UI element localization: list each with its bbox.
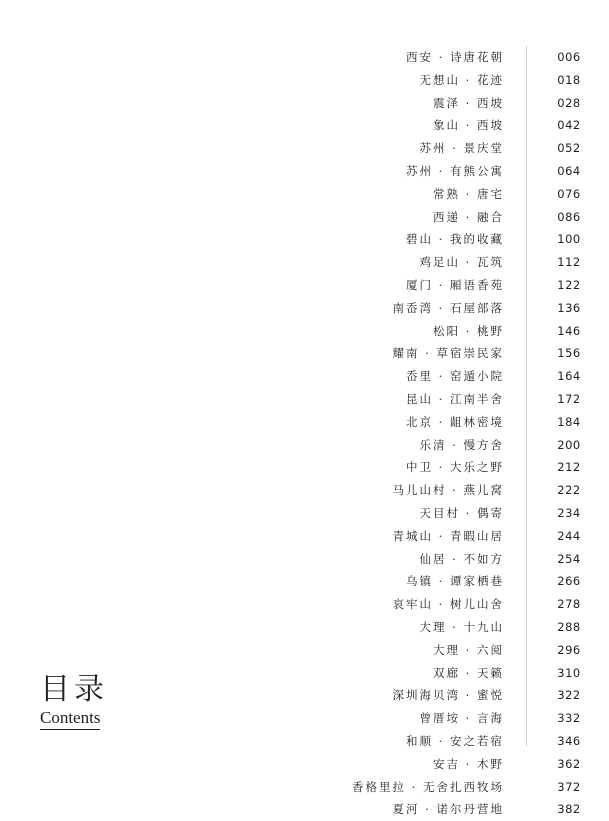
toc-entry-title: 西递 · 融合 (433, 209, 504, 224)
heading-title-zh: 目录 (40, 672, 108, 707)
toc-entry[interactable] (300, 46, 590, 69)
toc-entry[interactable] (300, 206, 590, 229)
toc-entry-title: 昆山 · 江南半舍 (406, 391, 504, 406)
toc-entry-title: 厦门 · 厢语香苑 (406, 277, 504, 292)
contents-heading (40, 672, 108, 730)
toc-entry-page: 200 (557, 437, 581, 452)
toc-entry[interactable] (300, 365, 590, 388)
toc-entry[interactable] (300, 434, 590, 457)
toc-entry[interactable] (300, 593, 590, 616)
toc-entry-page: 042 (557, 118, 581, 133)
toc-entry-page: 244 (557, 528, 581, 543)
toc-entry-title: 苏州 · 景庆堂 (419, 141, 504, 156)
toc-entry-title: 香格里拉 · 无舍扎西牧场 (352, 779, 504, 794)
toc-entry[interactable] (300, 730, 590, 753)
toc-entry[interactable] (300, 342, 590, 365)
toc-entry[interactable] (300, 776, 590, 799)
toc-entry[interactable] (300, 707, 590, 730)
toc-entry-page: 112 (557, 255, 581, 270)
toc-entry[interactable] (300, 411, 590, 434)
toc-entry[interactable] (300, 570, 590, 593)
toc-entry-page: 278 (557, 597, 581, 612)
toc-entry-page: 006 (557, 50, 581, 64)
toc-entry-title: 南岙湾 · 石屋部落 (392, 300, 504, 315)
toc-entry-title: 乐清 · 慢方舍 (419, 437, 504, 452)
toc-entry-title: 马儿山村 · 燕儿窝 (392, 483, 504, 498)
toc-entry[interactable] (300, 479, 590, 502)
toc-entry[interactable] (300, 251, 590, 274)
toc-entry-title: 哀牢山 · 树儿山舍 (392, 597, 504, 612)
toc-entry-page: 018 (557, 72, 581, 87)
toc-entry-page: 064 (557, 163, 581, 178)
toc-entry-title: 无想山 · 花迹 (419, 72, 504, 87)
toc-entry-page: 156 (557, 346, 581, 361)
toc-entry-title: 鸡足山 · 瓦筑 (419, 255, 504, 270)
toc-entry-page: 122 (557, 277, 581, 292)
toc-entry[interactable] (300, 388, 590, 411)
toc-entry-title: 安吉 · 木野 (433, 756, 504, 771)
toc-entry-title: 青城山 · 青暇山居 (392, 528, 504, 543)
toc-entry[interactable] (300, 274, 590, 297)
toc-entry-page: 346 (557, 733, 581, 748)
toc-entry[interactable] (300, 639, 590, 662)
toc-entry-page: 234 (557, 505, 581, 520)
toc-entry[interactable] (300, 525, 590, 548)
toc-entry[interactable] (300, 456, 590, 479)
toc-entry-page: 382 (557, 802, 581, 817)
toc-entry[interactable] (300, 753, 590, 776)
toc-entry-page: 086 (557, 209, 581, 224)
toc-entry[interactable] (300, 548, 590, 571)
toc-entry-page: 372 (557, 779, 581, 794)
toc-entry-title: 碧山 · 我的收藏 (406, 232, 504, 247)
toc-entry-page: 362 (557, 756, 581, 771)
toc-entry[interactable] (300, 183, 590, 206)
toc-entry-title: 深圳海贝湾 · 蜜悦 (392, 688, 504, 703)
toc-entry[interactable] (300, 160, 590, 183)
toc-entry[interactable] (300, 798, 590, 821)
toc-entry-title: 仙居 · 不如方 (419, 551, 504, 566)
toc-entry-page: 310 (557, 665, 581, 680)
toc-entry-title: 和顺 · 安之若宿 (406, 733, 504, 748)
toc-entry-title: 苏州 · 有熊公寓 (406, 163, 504, 178)
toc-entry-page: 172 (557, 391, 581, 406)
toc-entry[interactable] (300, 616, 590, 639)
toc-entry-page: 100 (557, 232, 581, 247)
toc-entry-title: 乌镇 · 谭家栖巷 (406, 574, 504, 589)
toc-entry-title: 震泽 · 西坡 (433, 95, 504, 110)
toc-entry-title: 夏河 · 诺尔丹营地 (392, 802, 504, 817)
toc-entry-title: 大理 · 六阅 (433, 642, 504, 657)
toc-entry-page: 254 (557, 551, 581, 566)
toc-entry-title: 常熟 · 唐宅 (433, 186, 504, 201)
toc-entry-title: 松阳 · 桃野 (433, 323, 504, 338)
toc-entry-page: 136 (557, 300, 581, 315)
table-of-contents (300, 46, 590, 821)
toc-entry-page: 076 (557, 186, 581, 201)
toc-entry[interactable] (300, 684, 590, 707)
toc-entry[interactable] (300, 69, 590, 92)
toc-entry[interactable] (300, 114, 590, 137)
toc-entry[interactable] (300, 228, 590, 251)
toc-entry-page: 212 (557, 460, 581, 475)
toc-entry-page: 052 (557, 141, 581, 156)
toc-entry-page: 222 (557, 483, 581, 498)
toc-entry[interactable] (300, 502, 590, 525)
toc-entry-page: 332 (557, 711, 581, 726)
toc-entry-title: 西安 · 诗唐花朝 (406, 50, 504, 64)
toc-entry-page: 322 (557, 688, 581, 703)
toc-entry-title: 天目村 · 偶寄 (419, 505, 504, 520)
toc-entry-page: 028 (557, 95, 581, 110)
toc-entry-title: 北京 · 龃林密境 (406, 414, 504, 429)
toc-entry-title: 象山 · 西坡 (433, 118, 504, 133)
toc-entry-page: 164 (557, 369, 581, 384)
toc-entry-title: 大理 · 十九山 (419, 619, 504, 634)
toc-entry-page: 296 (557, 642, 581, 657)
toc-entry-title: 双廊 · 天籁 (433, 665, 504, 680)
heading-title-en: Contents (40, 708, 100, 730)
toc-entry-title: 曾厝垵 · 言海 (419, 711, 504, 726)
toc-entry-title: 中卫 · 大乐之野 (406, 460, 504, 475)
toc-entry-page: 184 (557, 414, 581, 429)
toc-entry[interactable] (300, 137, 590, 160)
toc-entry[interactable] (300, 320, 590, 343)
toc-entry[interactable] (300, 92, 590, 115)
toc-entry-page: 266 (557, 574, 581, 589)
toc-entry[interactable] (300, 297, 590, 320)
toc-entry[interactable] (300, 662, 590, 685)
toc-entry-page: 146 (557, 323, 581, 338)
toc-entry-title: 耀南 · 草宿崇民家 (392, 346, 504, 361)
toc-entry-page: 288 (557, 619, 581, 634)
toc-entry-title: 岙里 · 窑遁小院 (406, 369, 504, 384)
